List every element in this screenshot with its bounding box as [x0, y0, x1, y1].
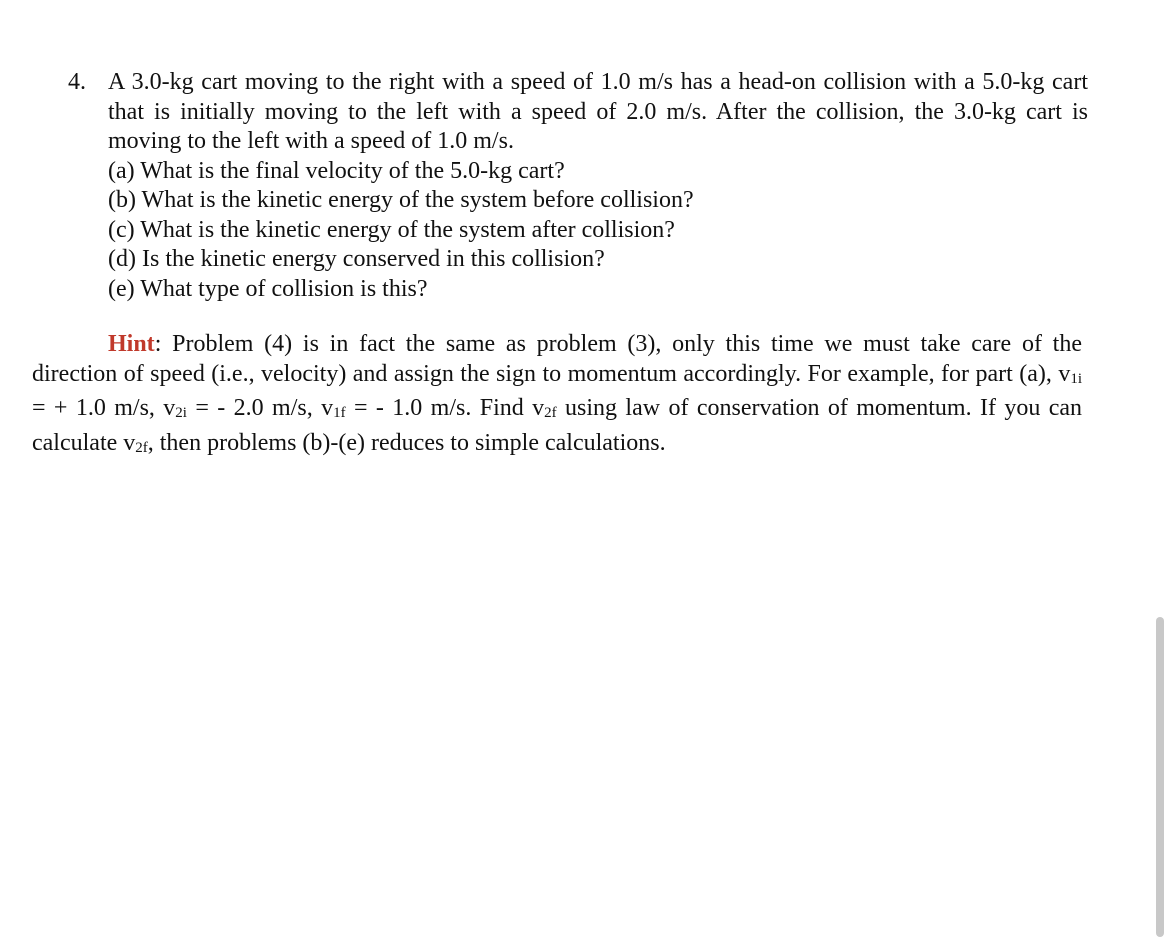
- hint-text: = + 1.0 m/s, v: [32, 395, 176, 421]
- subscript-1f: 1f: [333, 405, 346, 421]
- problem-part-e: (e) What type of collision is this?: [108, 275, 428, 302]
- problem-part-d: (d) Is the kinetic energy conserved in this collision?: [108, 246, 605, 272]
- hint-text: = - 2.0 m/s, v: [186, 395, 334, 421]
- hint-text: , then problems (b)-(e) reduces to simple calculations.: [147, 429, 666, 456]
- scrollbar-thumb[interactable]: [1156, 617, 1164, 937]
- subscript-1i: 1i: [1070, 370, 1082, 387]
- hint-paragraph: [32, 330, 1082, 463]
- subscript-2f: 2f: [544, 405, 557, 421]
- subscript-2i: 2i: [175, 405, 187, 421]
- hint-text: using law of conservation of momentum. If you can calculate v: [32, 395, 1083, 456]
- problem-part-b: (b) What is the kinetic energy of the system before collision?: [108, 187, 694, 213]
- hint-text: Problem (4) is in fact the same as problem (3), only this time we must take care of the direction of speed (i.e., velocity) and assign the sign to momentum accordingly. For example, for part (a), v: [32, 331, 1082, 387]
- hint-label: Hint: [108, 331, 155, 357]
- problem-4: [68, 68, 1088, 304]
- problem-stem: A 3.0-kg cart moving to the right with a speed of 1.0 m/s has a head-on collision with a 5.0-kg cart that is initially moving to the left with a speed of 2.0 m/s. After the collision, the 3.0-kg cart is moving to the left with a speed of 1.0 m/s.: [108, 69, 1088, 154]
- hint-text: = - 1.0 m/s. Find v: [345, 395, 545, 421]
- problem-part-c: (c) What is the kinetic energy of the system after collision?: [108, 216, 675, 243]
- problem-number: 4.: [68, 69, 86, 95]
- problem-part-a: (a) What is the final velocity of the 5.0-kg cart?: [108, 157, 565, 184]
- vertical-scrollbar[interactable]: [1153, 0, 1165, 933]
- hint-colon: :: [154, 331, 162, 357]
- problem-parts-list: [108, 157, 1088, 305]
- problem-body: [108, 68, 1088, 304]
- subscript-2f: 2f: [135, 439, 148, 456]
